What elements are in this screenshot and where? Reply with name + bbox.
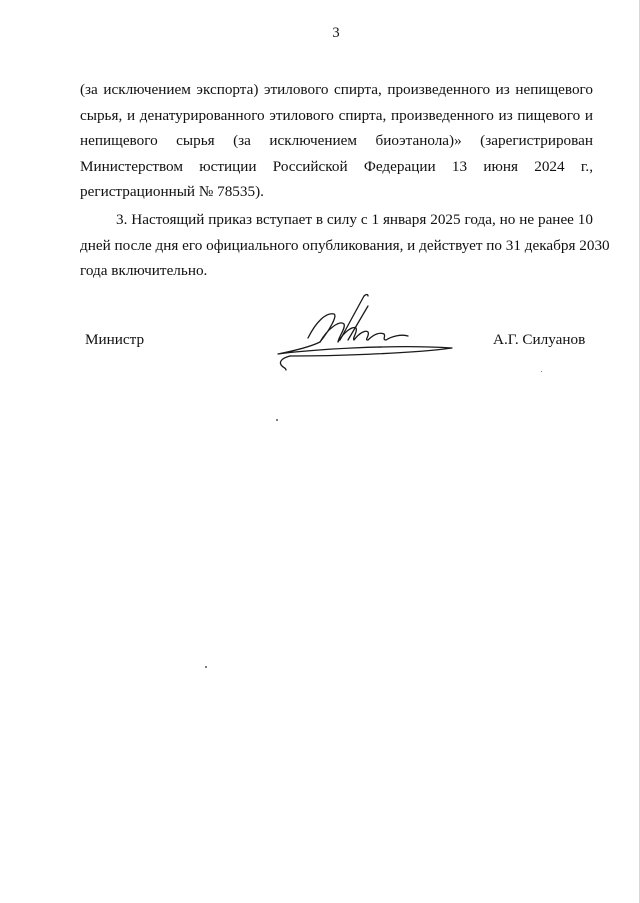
signatory-name: А.Г. Силуанов xyxy=(493,331,586,348)
paragraph-1-line: сырья, и денатурированного этилового спирта, произведенного из пищевого и xyxy=(80,106,593,124)
paragraph-1 xyxy=(80,77,593,205)
paragraph-2-line: года включительно. xyxy=(80,262,208,280)
scan-speck xyxy=(541,371,542,372)
paragraph-1-line: Министерством юстиции Российской Федерации 13 июня 2024 г., xyxy=(80,157,593,175)
scan-speck xyxy=(276,419,278,421)
paragraph-1-line: регистрационный № 78535). xyxy=(80,183,264,201)
paragraph-2-line: дней после дня его официального опубликования, и действует по 31 декабря 2030 xyxy=(80,236,610,254)
paragraph-1-line: непищевого сырья (за исключением биоэтанола)» (зарегистрирован xyxy=(80,132,593,150)
paragraph-2 xyxy=(80,207,610,284)
paragraph-1-line: (за исключением экспорта) этилового спирта, произведенного из непищевого xyxy=(80,81,593,98)
handwritten-signature xyxy=(268,292,458,372)
paragraph-2-line: 3. Настоящий приказ вступает в силу с 1 января 2025 года, но не ранее 10 xyxy=(116,211,593,228)
page-number: 3 xyxy=(332,25,340,41)
scan-speck xyxy=(205,666,207,668)
signatory-role: Министр xyxy=(85,331,145,348)
